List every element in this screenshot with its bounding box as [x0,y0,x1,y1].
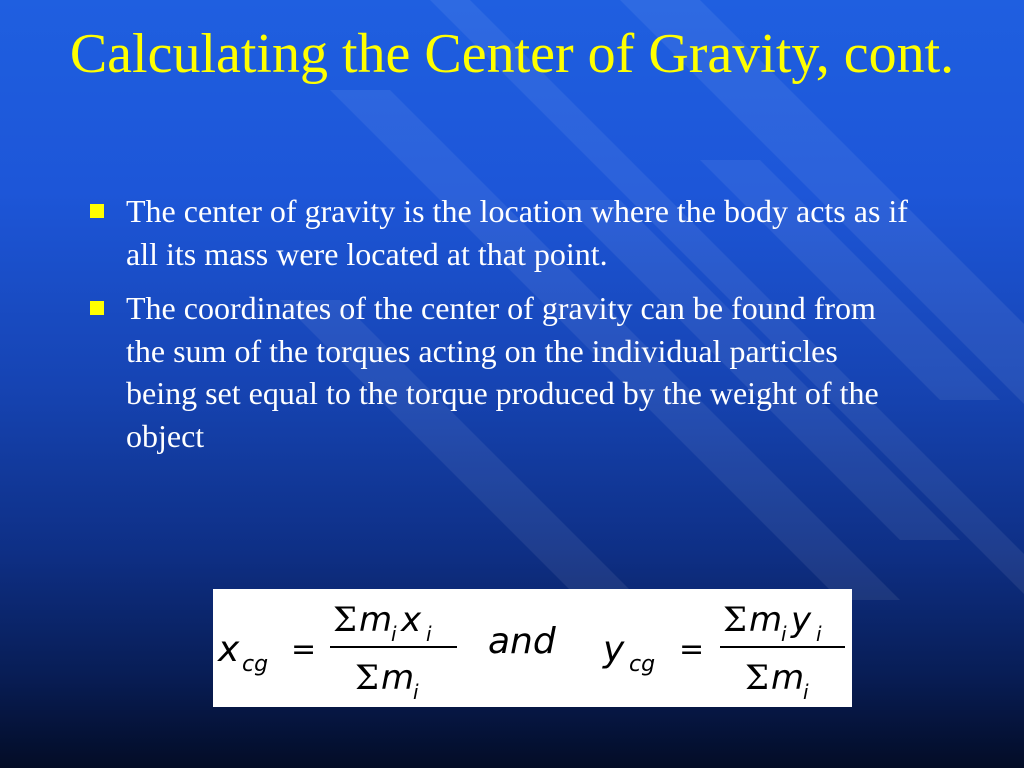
position-numerator-x: x [401,600,422,640]
bullet-text: The coordinates of the center of gravity can be found from the sum of the torques acting on the individual particles being set equal to the torque produced by the weight of the object [126,290,879,454]
center-of-gravity-formula [213,589,852,707]
bullet-item [88,287,908,457]
position-numerator-y: y [791,600,812,640]
lhs-y-variable: y [603,629,625,670]
lhs-x-subscript: cg [242,652,269,677]
equals-sign-y: = [679,632,705,667]
equals-sign-x: = [291,632,317,667]
sigma-numerator-x: Σ [333,600,358,640]
index-numerator-x: i [426,622,432,646]
mass-denominator-x: m [381,658,415,698]
index-numerator-y: i [816,622,822,646]
sigma-denominator-x: Σ [355,658,380,698]
sigma-denominator-y: Σ [745,658,770,698]
lhs-x-variable: x [218,629,240,670]
slide-title: Calculating the Center of Gravity, cont. [69,23,955,85]
bullet-text: The center of gravity is the location where the body acts as if all its mass were located at that point. [126,193,908,272]
bullet-list [88,190,908,469]
lhs-y-subscript: cg [629,652,656,677]
square-bullet-icon [90,204,104,218]
index-denominator-x: i [413,680,419,704]
mass-numerator-x: m [359,600,393,640]
mass-numerator-y: m [749,600,783,640]
index-denominator-y: i [803,680,809,704]
bullet-item [88,190,908,275]
square-bullet-icon [90,301,104,315]
and-word: and [488,621,556,662]
mass-denominator-y: m [771,658,805,698]
sigma-numerator-y: Σ [723,600,748,640]
formula-graphic [213,589,852,707]
index-numerator-y-m: i [781,622,787,646]
index-numerator-x-m: i [391,622,397,646]
